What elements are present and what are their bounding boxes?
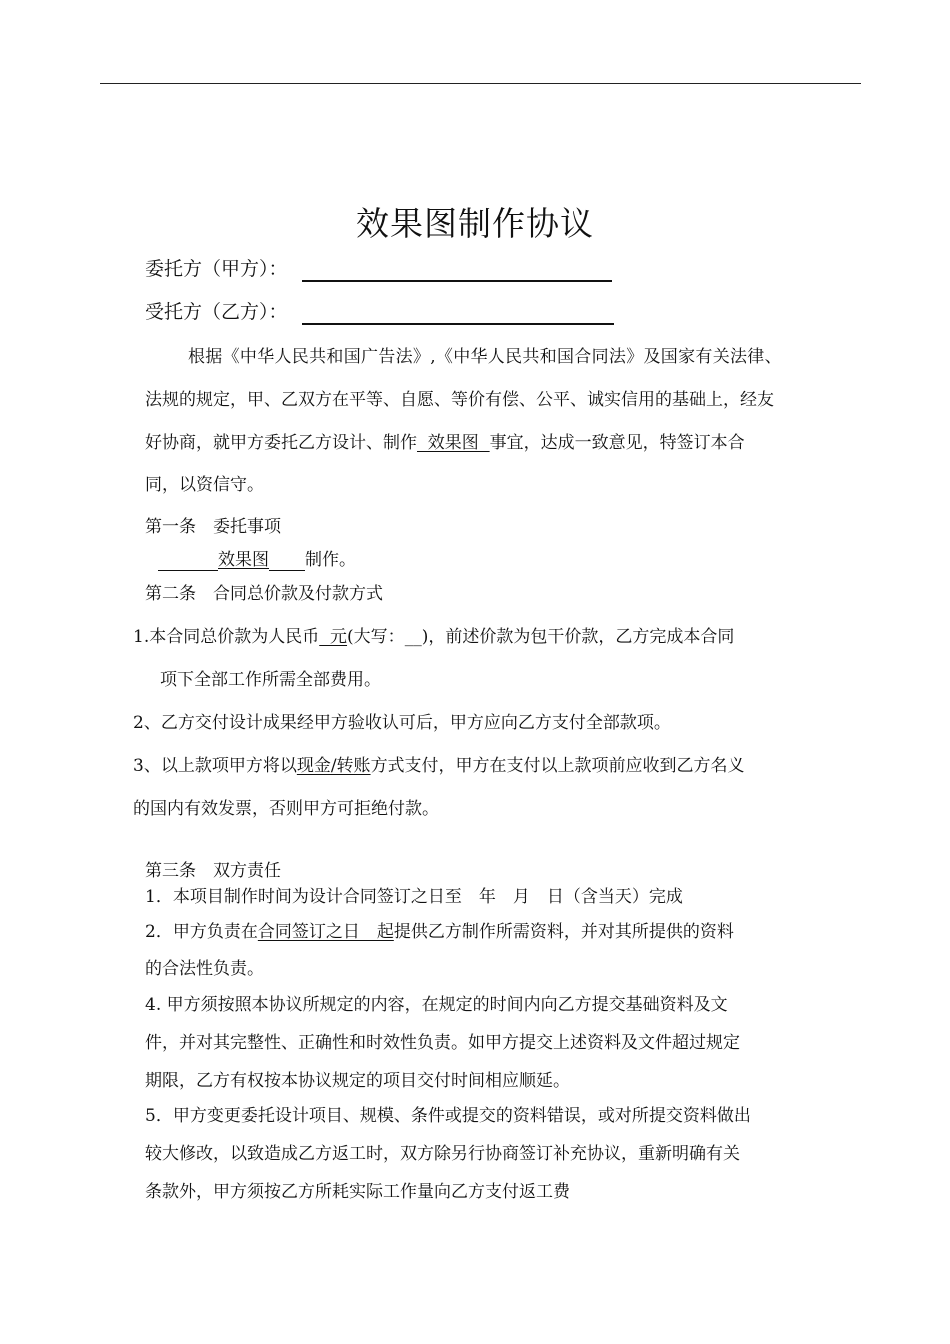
price-amount-fill: 元 <box>319 627 348 647</box>
materials-date-fill: 合同签订之日 起 <box>257 922 394 942</box>
preamble-line-2: 法规的规定，甲、乙双方在平等、自愿、等价有偿、公平、诚实信用的基础上，经友 <box>145 390 774 410</box>
party-a-field[interactable] <box>302 260 612 282</box>
payment-method-fill: 现金/转账 <box>296 756 371 776</box>
article-1-fill: 效果图 <box>218 550 269 570</box>
article-1-suffix: 制作。 <box>305 550 356 570</box>
preamble-subject-fill: 效果图 <box>417 433 490 453</box>
article-2-item-1 <box>133 626 734 648</box>
article-3-item-1: 1．本项目制作时间为设计合同签订之日至 年 月 日（含当天）完成 <box>145 887 683 907</box>
article-3-heading: 第三条 双方责任 <box>145 861 281 881</box>
article-2-item-3-prefix: 3、以上款项甲方将以 <box>133 756 297 776</box>
article-3-item-5-line-3: 条款外，甲方须按乙方所耗实际工作量向乙方支付返工费 <box>145 1182 570 1202</box>
article-3-item-2-suffix: 提供乙方制作所需资料，并对其所提供的资料 <box>393 922 734 942</box>
article-2-item-1-line-2: 项下全部工作所需全部费用。 <box>160 670 381 690</box>
party-b-label: 受托方（乙方）： <box>145 301 288 323</box>
article-3-item-4-line-3: 期限，乙方有权按本协议规定的项目交付时间相应顺延。 <box>145 1071 570 1091</box>
article-1-blank-right <box>269 552 305 571</box>
preamble-line-3-prefix: 好协商，就甲方委托乙方设计、制作 <box>145 433 417 453</box>
header-rule <box>100 83 861 84</box>
preamble-line-1: 根据《中华人民共和国广告法》,《中华人民共和国合同法》及国家有关法律、 <box>188 347 782 367</box>
preamble-line-3 <box>145 432 745 454</box>
article-1-blank-left <box>158 552 218 571</box>
article-2-item-3 <box>133 755 745 777</box>
article-2-item-2: 2、乙方交付设计成果经甲方验收认可后，甲方应向乙方支付全部款项。 <box>133 713 671 733</box>
article-3-item-4-line-1: 4. 甲方须按照本协议所规定的内容，在规定的时间内向乙方提交基础资料及文 <box>145 995 728 1015</box>
article-2-item-3-suffix: 方式支付，甲方在支付以上款项前应收到乙方名义 <box>370 756 745 776</box>
party-b-row <box>145 299 614 325</box>
article-1-content <box>158 549 356 571</box>
article-3-item-2-line-2: 的合法性负责。 <box>145 959 264 979</box>
article-2-item-1-prefix: 1.本合同总价款为人民币 <box>133 627 320 647</box>
article-2-item-1-mid: (大写： <box>347 627 405 647</box>
article-3-item-2-prefix: 2．甲方负责在 <box>145 922 258 942</box>
price-words-fill: __ <box>404 627 422 647</box>
article-3-item-2 <box>145 921 734 943</box>
article-3-item-4-line-2: 件，并对其完整性、正确性和时效性负责。如甲方提交上述资料及文件超过规定 <box>145 1033 740 1053</box>
party-b-field[interactable] <box>302 303 614 325</box>
article-1-heading: 第一条 委托事项 <box>145 517 281 537</box>
preamble-line-4: 同，以资信守。 <box>145 475 264 495</box>
article-2-item-3-line-2: 的国内有效发票，否则甲方可拒绝付款。 <box>133 799 439 819</box>
article-3-item-5-line-1: 5．甲方变更委托设计项目、规模、条件或提交的资料错误，或对所提交资料做出 <box>145 1106 751 1126</box>
article-2-heading: 第二条 合同总价款及付款方式 <box>145 584 383 604</box>
document-title: 效果图制作协议 <box>356 204 594 243</box>
party-a-label: 委托方（甲方）： <box>145 258 288 280</box>
article-2-item-1-suffix: )，前述价款为包干价款，乙方完成本合同 <box>421 627 735 647</box>
preamble-line-3-suffix: 事宜，达成一致意见，特签订本合 <box>489 433 745 453</box>
party-a-row <box>145 256 612 282</box>
article-3-item-5-line-2: 较大修改，以致造成乙方返工时，双方除另行协商签订补充协议，重新明确有关 <box>145 1144 740 1164</box>
